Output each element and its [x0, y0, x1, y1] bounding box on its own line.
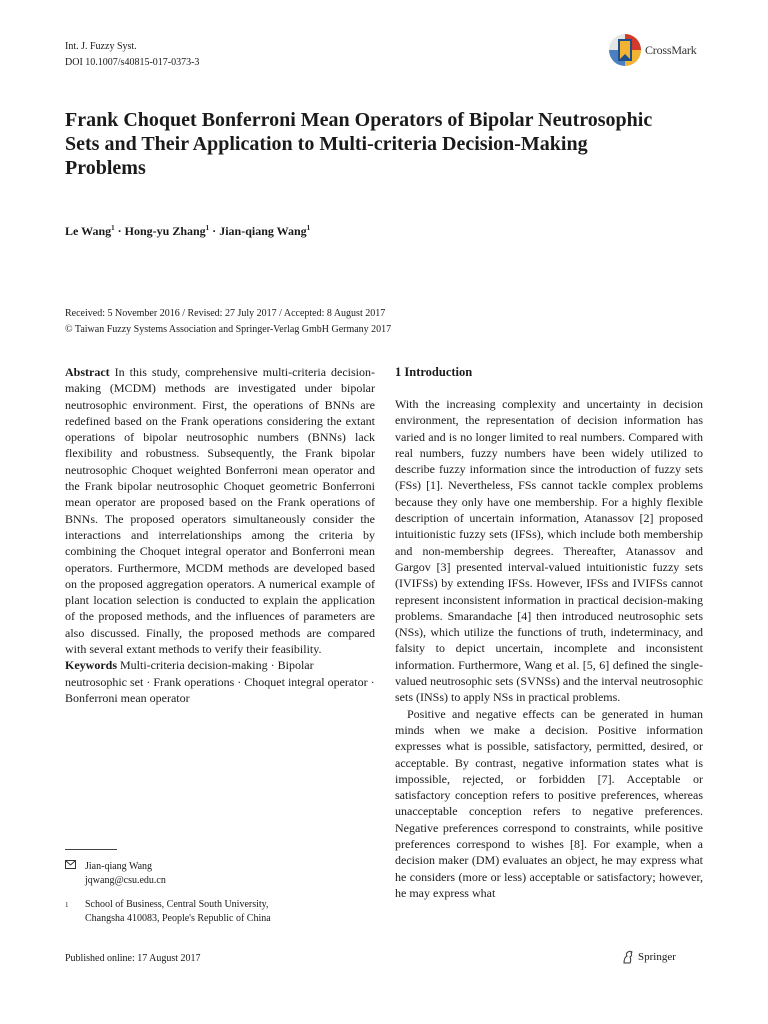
received-dates: Received: 5 November 2016 / Revised: 27 July 2017 / Accepted: 8 August 2017	[65, 308, 386, 319]
publisher-logo[interactable]	[622, 950, 676, 964]
right-column	[395, 364, 703, 901]
corresponding-author	[65, 860, 166, 888]
left-column	[65, 364, 375, 706]
keywords	[65, 657, 375, 706]
springer-horse-icon	[622, 950, 634, 964]
publisher-name: Springer	[638, 951, 676, 963]
publication-history	[65, 306, 391, 338]
affiliation-line: Changsha 410083, People's Republic of China	[85, 913, 271, 924]
keywords-label: Keywords	[65, 658, 117, 673]
footnote-divider	[65, 849, 117, 850]
author-name[interactable]: Le Wang	[65, 224, 112, 238]
section-heading: 1 Introduction	[395, 365, 473, 379]
crossmark-label: CrossMark	[645, 42, 697, 57]
envelope-icon	[65, 860, 85, 874]
affiliation-mark: 1	[205, 224, 210, 232]
published-online: Published online: 17 August 2017	[65, 953, 201, 964]
affiliation-mark: 1	[65, 901, 69, 909]
author-separator: ·	[209, 224, 220, 238]
abstract-text: In this study, comprehensive multi-criteria decision-making (MCDM) methods are investigated under bipolar neutrosophic environment. First, the operations of BNNs are redefined based on the Frank operations considering the extant operations of bipolar neutrosophic numbers (BNNs) lack flexibility and robustness. Subsequently, the Frank bipolar neutrosophic Choquet weighted Bonferroni mean operator and the Frank bipolar neutrosophic Choquet geometric Bonferroni mean operator are proposed based on the Frank operations of BNNs. The proposed operators simultaneously consider the interactions and interrelationships among the criteria by combining the Choquet integral operator and Bonferroni mean operators. Furthermore, MCDM methods are developed based on the proposed aggregation operators. A numerical example of plant location selection is conducted to explain the application of the proposed methods, and the influences of parameters are also discussed. Finally, the proposed methods are compared with several extant methods to verify their feasibility.	[65, 365, 375, 657]
author-name[interactable]: Jian-qiang Wang	[219, 224, 307, 238]
crossmark-icon	[608, 30, 642, 70]
affiliation	[65, 898, 271, 926]
article-title: Frank Choquet Bonferroni Mean Operators of Bipolar Neutrosophic Sets and Their Application to Multi-criteria Decision-Making Problems	[65, 109, 653, 179]
author-separator: ·	[114, 224, 125, 238]
journal-name: Int. J. Fuzzy Syst.	[65, 41, 137, 52]
abstract	[65, 364, 375, 657]
author-list	[65, 224, 310, 239]
contact-email[interactable]: jqwang@csu.edu.cn	[85, 875, 166, 886]
intro-paragraph: Positive and negative effects can be generated in human minds when we make a decision. Positive information expresses what is possible, satisfactory, permitted, desired, or acceptable. By contrast, negative information states what is impossible, rejected, or forbidden [7]. Acceptable or satisfactory conception refers to positive preferences, whereas unacceptable conception refers to negative preferences. Negative preferences correspond to constraints, while positive preferences correspond to wishes [8]. For example, when a decision maker (DM) evaluates an object, he may express what he considers (more or less) acceptable or satisfactory; however, he may express what	[395, 706, 703, 900]
contact-name: Jian-qiang Wang	[85, 861, 153, 872]
keywords-text: Multi-criteria decision-making · Bipolar neutrosophic set · Frank operations · Choquet integral operator · Bonferroni mean operator	[65, 658, 375, 705]
copyright-line: © Taiwan Fuzzy Systems Association and Springer-Verlag GmbH Germany 2017	[65, 324, 392, 335]
affiliation-mark: 1	[306, 224, 311, 232]
crossmark-badge[interactable]	[608, 30, 697, 70]
affiliation-line: School of Business, Central South University,	[85, 899, 269, 910]
abstract-label: Abstract	[65, 365, 110, 379]
doi[interactable]: DOI 10.1007/s40815-017-0373-3	[65, 57, 200, 68]
intro-paragraph: With the increasing complexity and uncertainty in decision environment, the representation of decision information has varied and is no longer limited to real numbers. Compared with real numbers, fuzzy numbers have been widely utilized to describe fuzzy information since the introduction of fuzzy sets (FSs) [1]. Nevertheless, FSs cannot tackle complex problems because they only have one membership. For a highly flexible description of uncertain information, Atanassov [2] proposed intuitionistic fuzzy sets (IFSs), which include both membership and non-membership degrees. Thereafter, Atanassov and Gargov [3] presented interval-valued intuitionistic fuzzy sets (IVIFSs) by extending IFSs. However, IFSs and IVIFSs cannot represent inconsistent information in practical decision-making problems. Smarandache [4] then introduced neutrosophic sets (NSs), which utilize the functions of truth, indeterminacy, and falsity to depict uncertain, incomplete and inconsistent information. Furthermore, Wang et al. [5, 6] defined the single-valued neutrosophic sets (SVNSs) and the interval neutrosophic sets (INSs) to apply NSs in practical problems.	[395, 397, 703, 705]
author-name[interactable]: Hong-yu Zhang	[124, 224, 206, 238]
affiliation-mark: 1	[111, 224, 115, 232]
